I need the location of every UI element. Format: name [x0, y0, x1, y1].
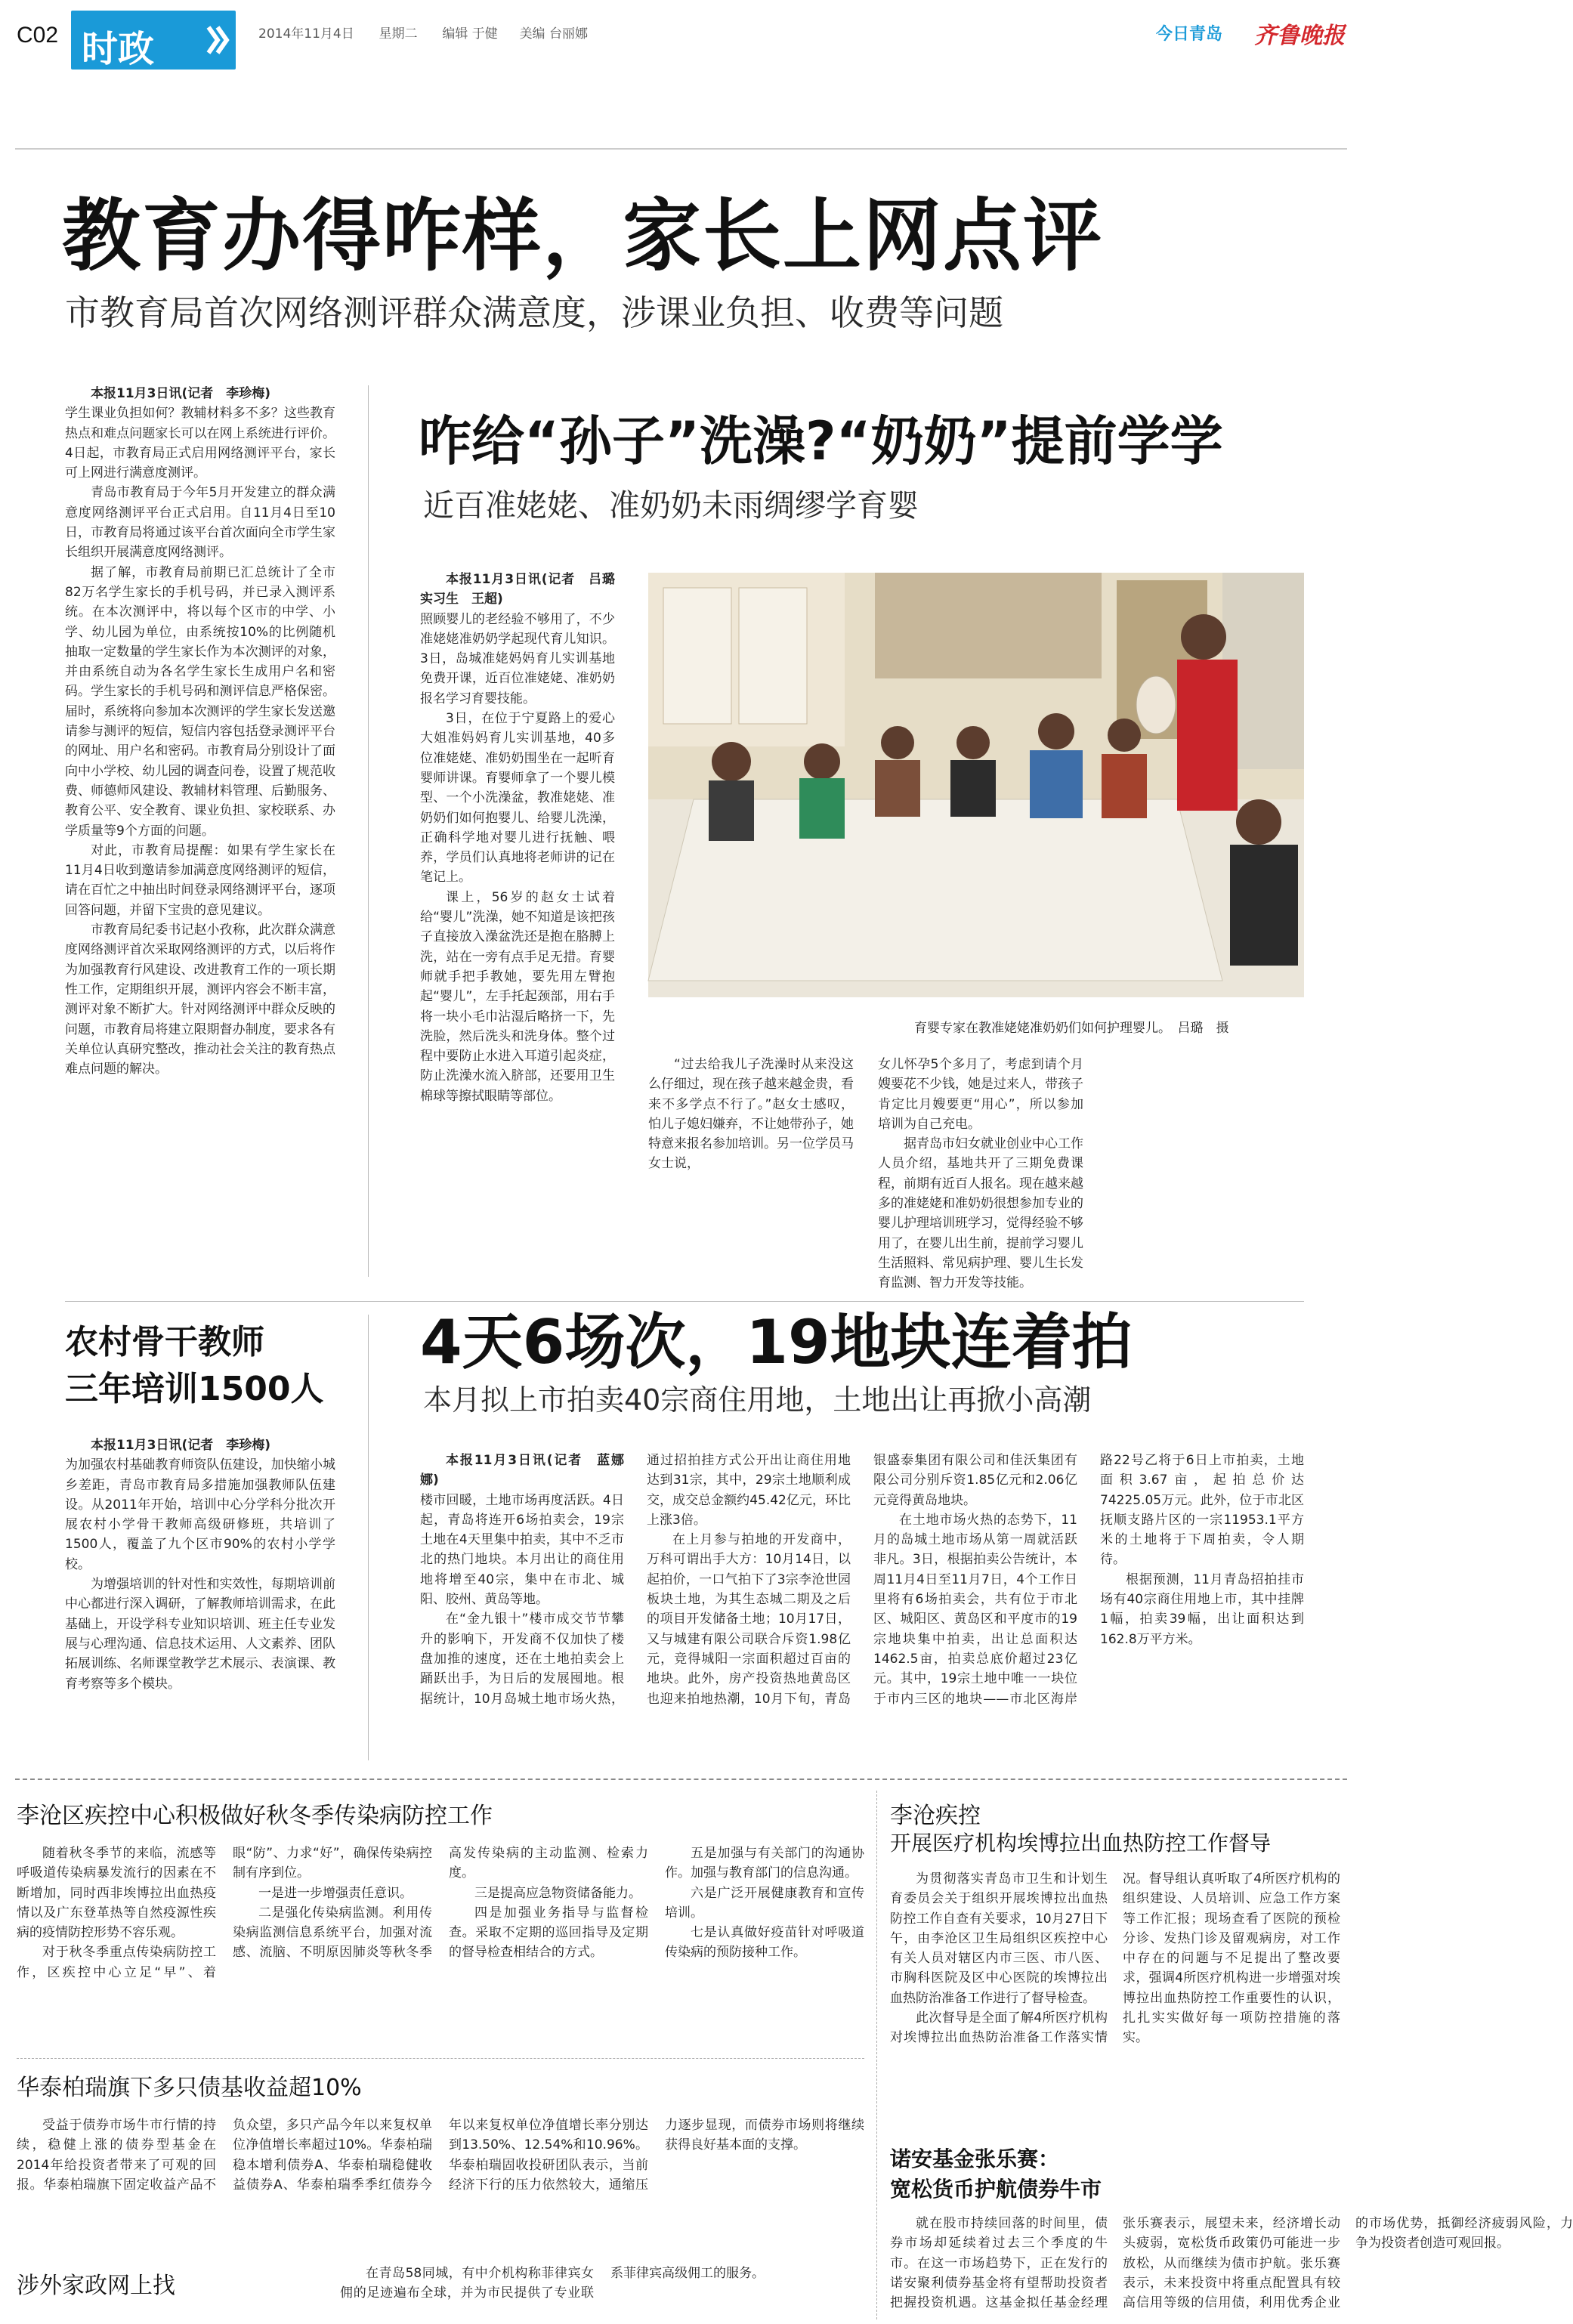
paragraph: 此次督导是全面了解4所医疗机构对埃博拉出血热防治准备工作落实情况。督导组认真听取了4所医疗机构的组织建设、人员培训、应急工作方案等工作汇报；现场查看了医院的预检分诊、发热门诊及留观病房，对工作中存在的问题与不足提出了整改要求，强调4所医疗机构进一步增强对埃博拉出血热防控工作重要性的认识，扎扎实实做好每一项防控措施的落实。 — [890, 1871, 1340, 2046]
lead-body — [65, 384, 335, 1280]
ebola-body — [890, 1869, 1340, 2126]
paragraph: 七是认真做好疫苗针对呼吸道传染病的预防接种工作。 — [665, 1925, 864, 1961]
issue-date: 2014年11月4日 — [258, 26, 354, 42]
paragraph: 为贯彻落实青岛市卫生和计划生育委员会关于组织开展埃博拉出血热防控工作自查有关要求，10月27日下午，由李沧区卫生局组织区疾控中心有关人员对辖区内市三医、市八医、市胸科医院及区中心医院的埃博拉出血热防治准备工作进行了督导检查。 — [890, 1871, 1108, 2006]
grandma-subheadline: 近百准姥姥、准奶奶未雨绸缪学育婴 — [423, 487, 919, 524]
issue-weekday: 星期二 — [379, 26, 418, 42]
paragraph: 根据预测，11月青岛招拍挂市场有40宗商住用地上市，其中挂牌1幅，拍卖39幅，出让面积达到162.8万平方米。 — [1100, 1571, 1304, 1647]
paragraph: 为加强农村基础教育师资队伍建设，加快缩小城乡差距，青岛市教育局多措施加强教师队伍建设。从2011年开始，培训中心分学科分批次开展农村小学骨干教师高级研修班，共培训了1500人，覆盖了九个区市90%的农村小学学校。 — [65, 1457, 335, 1572]
fund-headline-1: 诺安基金张乐赛： — [890, 2146, 1060, 2171]
teachers-body — [65, 1436, 335, 1753]
paragraph: 五是加强与有关部门的沟通协作。加强与教育部门的信息沟通。 — [665, 1846, 864, 1881]
paragraph: 在土地市场火热的态势下，11月的岛城土地市场从第一周就活跃非凡。3日，根据拍卖公告统计，本周11月4日至11月7日，4个工作日里将有6场拍卖会，共有位于市北区、城阳区、黄岛区和平度市的19宗地块集中拍卖，出让总面积达1462.5亩，拍卖总底价超过23亿元。其中，19宗土地中唯一一块位于市内三区的地块——市北区海岸路22号乙将于6日上市拍卖，土地面积3.67亩，起拍总价达74225.05万元。此外，位于市北区抚顺支路片区的一宗11953.1平方米的土地将于下周拍卖，令人期待。 — [873, 1453, 1304, 1707]
designer-credit: 美编 台丽娜 — [519, 26, 588, 42]
column-divider — [368, 1315, 369, 1760]
paragraph: 女儿怀孕5个多月了，考虑到请个月嫂要花不少钱，她是过来人，带孩子肯定比月嫂要更“用心”，所以参加培训为自己充电。 — [878, 1057, 1083, 1132]
ebola-headline-1: 李沧疾控 — [890, 1803, 981, 1829]
land-subheadline: 本月拟上市拍卖40宗商住用地，土地出让再掀小高潮 — [423, 1383, 1092, 1417]
section-tab — [71, 11, 236, 70]
dashed-divider — [15, 1779, 1347, 1780]
column-divider — [876, 1791, 877, 2319]
paragraph: 对于秋冬季重点传染病防控工作，区疾控中心立足“早”、着眼“防”、力求“好”，确保传染病控制有序到位。 — [17, 1846, 432, 1980]
column-divider — [368, 385, 369, 1277]
page-number: C02 — [17, 23, 59, 48]
paragraph: 一是进一步增强责任意识。 — [258, 1885, 413, 1901]
teachers-headline-2: 三年培训1500人 — [65, 1370, 324, 1408]
paragraph: 三是提高应急物资储备能力。 — [474, 1885, 641, 1901]
masthead-logo: 齐鲁晚报 — [1254, 23, 1345, 49]
paragraph: 在“金九银十”楼市成交节节攀升的影响下，开发商不仅加快了楼盘加推的速度，还在土地拍卖会上踊跃出手，为日后的发展囤地。根据统计，10月岛城土地市场火热，通过招拍挂方式公开出让商住用地达到31宗，其中，29宗土地顺利成交，成交总金额约45.42亿元，环比上涨3倍。 — [420, 1453, 851, 1707]
paragraph: 就在股市持续回落的时间里，债券市场却延续着过去三个季度的牛市。在这一市场趋势下，正在发行的诺安聚利债券基金将有望帮助投资者把握投资机遇。这基金拟任基金经理张乐赛表示，展望未来，经济增长动头疲弱，宽松货币政策仍可能进一步放松，从而继续为债市护航。张乐赛表示，未来投资中将重点配置具有较高信用等级的信用债，利用优秀企业的市场优势，抵御经济疲弱风险，力争为投资者创造可观回报。 — [890, 2216, 1573, 2311]
grandma-body-col3 — [878, 1055, 1083, 1295]
paragraph: 在上月参与拍地的开发商中，万科可谓出手大方：10月14日，以起拍价，一口气拍下了3宗李沧世园板块土地，为其生态城二期及之后的项目开发储备土地；10月17日，又与城建有限公司联合斥资1.98亿元，竞得城阳一宗面积超过百亩的地块。此外，房产投资热地黄岛区也迎来拍地热潮，10月下旬，青岛银盛泰集团有限公司和佳沃集团有限公司分别斥资1.85亿元和2.06亿元竞得黄岛地块。 — [647, 1453, 1077, 1707]
licang-headline: 李沧区疾控中心积极做好秋冬季传染病防控工作 — [17, 1803, 493, 1829]
training-photo — [648, 573, 1304, 997]
licang-body — [17, 1843, 864, 2052]
grandma-body-col2 — [648, 1055, 854, 1295]
paragraph: 为增强培训的针对性和实效性，每期培训前中心都进行深入调研，了解教师培训需求，在此基础上，开设学科专业知识培训、班主任专业发展与心理沟通、信息技术运用、人文素养、团队拓展训练、名师课堂教学艺术展示、表演课、教育考察等多个模块。 — [65, 1577, 335, 1692]
paragraph: 二是强化传染病监测。利用传染病监测信息系统平台，加强对流感、流脑、不明原因肺炎等秋冬季高发传染病的主动监测、检索力度。 — [233, 1846, 648, 1961]
land-body — [420, 1451, 1304, 1760]
paragraph: 青岛市教育局于今年5月开发建立的群众满意度网络测评平台正式启用。自11月4日至10日，市教育局将通过该平台首次面向全市学生家长组织开展满意度网络测评。 — [65, 485, 335, 561]
paragraph: 据了解，市教育局前期已汇总统计了全市82万名学生家长的手机号码，并已录入测评系统。在本次测评中，将以每个区市的中学、小学、幼儿园为单位，由系统按10%的比例随机抽取一定数量的学生家长作为本次测评的对象，并由系统自动为各名学生家长生成用户名和密码。学生家长的手机号码和测评信息严格保密。届时，系统将向参加本次测评的学生家长发送邀请参与测评的短信，短信内容包括登录测评平台的网址、用户名和密码。市教育局分别设计了面向中小学校、幼儿园的调查问卷，设置了规范收费、师德师风建设、教辅材料管理、后勤服务、教育公平、安全教育、课业负担、家校联系、办学质量等9个方面的问题。 — [65, 564, 335, 839]
paragraph: “过去给我儿子洗澡时从来没这么仔细过，现在孩子越来越金贵，看来不多学点不行了。”赵女士感叹，怕儿子媳妇嫌弃，不让她带孙子，她特意来报名参加培训。另一位学员马女士说， — [648, 1057, 854, 1172]
lead-headline: 教育办得咋样，家长上网点评 — [62, 190, 1104, 282]
fund-body — [890, 2214, 1573, 2319]
training-photo-illustration — [648, 573, 1304, 997]
bond-body — [17, 2115, 864, 2238]
double-chevron-icon — [204, 20, 230, 60]
ebola-headline-2: 开展医疗机构埃博拉出血热防控工作督导 — [890, 1831, 1272, 1856]
bond-headline: 华泰柏瑞旗下多只债基收益超10% — [17, 2075, 362, 2101]
grandma-headline: 咋给“孙子”洗澡?“奶奶”提前学学 — [419, 410, 1223, 472]
paragraph: 随着秋冬季节的来临，流感等呼吸道传染病暴发流行的因素在不断增加，同时西非埃博拉出血热疫情以及广东登革热等自然疫源性疾病的疫情防控形势不容乐观。 — [17, 1846, 216, 1941]
paragraph: 据青岛市妇女就业创业中心工作人员介绍，基地共开了三期免费课程，前期有近百人报名。现在越来越多的准姥姥和准奶奶很想参加专业的婴儿护理培训班学习，觉得经验不够用了，在婴儿出生前，提前学习婴儿生活照料、常见病护理、婴儿生长发育监测、智力开发等技能。 — [878, 1136, 1083, 1291]
header-rule — [15, 148, 1347, 150]
grandma-body-col1 — [420, 570, 628, 1238]
paragraph: 3日，在位于宁夏路上的爱心大姐准妈妈育儿实训基地，40多位准姥姥、准奶奶围坐在一起听育婴师讲课。育婴师拿了一个婴儿模型、一个小洗澡盆，教准姥姥、准奶奶们如何抱婴儿、给婴儿洗澡，正确科学地对婴儿进行抚触、喂养，学员们认真地将老师讲的记在笔记上。 — [420, 711, 615, 885]
paragraph: 六是广泛开展健康教育和宣传培训。 — [665, 1885, 864, 1921]
paragraph: 市教育局纪委书记赵小孜称，此次群众满意度网络测评首次采取网络测评的方式，以后将作为加强教育行风建设、改进教育工作的一项长期性工作，定期组织开展，测评内容会不断丰富，测评对象不断扩大。针对网络测评中群众反映的问题，市教育局将建立限期督办制度，要求各有关单位认真研究整改，推动社会关注的教育热点难点问题的解决。 — [65, 922, 335, 1077]
paragraph: 受益于债券市场牛市行情的持续，稳健上涨的债券型基金在2014年给投资者带来了可观的回报。华泰柏瑞旗下固定收益产品不负众望，多只产品今年以来复权单位净值增长率超过10%。华泰柏瑞稳本增利债券A、华泰柏瑞稳健收益债券A、华泰柏瑞季季红债券今年以来复权单位净值增长率分别达到13.50%、12.54%和10.96%。华泰柏瑞固收投研团队表示，当前经济下行的压力依然较大，通缩压力逐步显现，而债券市场则将继续获得良好基本面的支撑。 — [17, 2118, 864, 2193]
header-right-label: 今日青岛 — [1156, 25, 1223, 44]
paragraph: 在青岛58同城，有中介机构称菲律宾女佣的足迹遍布全球，并为市民提供了专业联系菲律宾高级佣工的服务。 — [340, 2266, 765, 2301]
photo-caption: 育婴专家在教准姥姥准奶奶们如何护理婴儿。 吕璐 摄 — [914, 1021, 1229, 1036]
paragraph: 楼市回暖，土地市场再度活跃。4日起，青岛将连开6场拍卖会，19宗土地在4天里集中拍卖，其中不乏市北的热门地块。本月出让的商住用地将增至40宗，集中在市北、城阳、胶州、黄岛等地。 — [420, 1492, 624, 1608]
editor-credit: 编辑 于健 — [442, 26, 498, 42]
section-rule — [17, 2058, 864, 2059]
paragraph: 对此，市教育局提醒：如果有学生家长在11月4日收到邀请参加满意度网络测评的短信，请在百忙之中抽出时间登录网络测评平台，逐项回答问题，并留下宝贵的意见建议。 — [65, 842, 335, 918]
teachers-headline-1: 农村骨干教师 — [65, 1323, 264, 1361]
grandma-body-col4 — [1106, 1055, 1304, 1295]
lead-subheadline: 市教育局首次网络测评群众满意度，涉课业负担、收费等问题 — [65, 292, 1003, 333]
lead-byline: 本报11月3日讯(记者 李珍梅) — [91, 386, 271, 401]
paragraph: 四是加强业务指导与监督检查。采取不定期的巡回指导及定期的督导检查相结合的方式。 — [449, 1905, 648, 1961]
paragraph: 学生课业负担如何？教辅材料多不多？这些教育热点和难点问题家长可以在网上系统进行评价。4日起，市教育局正式启用网络测评平台，家长可上网进行满意度测评。 — [65, 406, 335, 481]
paragraph: 课上，56岁的赵女士试着给“婴儿”洗澡，她不知道是该把孩子直接放入澡盆洗还是抱在胳膊上洗，站在一旁有点手足无措。育婴师就手把手教她，要先用左臂抱起“婴儿”，左手托起颈部，用右手将一块小毛巾沾湿后略挤一下，先洗脸，然后洗头和洗身体。整个过程中要防止水进入耳道引起炎症，防止洗澡水流入脐部，还要用卫生棉球等擦拭眼睛等部位。 — [420, 889, 615, 1104]
section-label: 时政 — [82, 28, 155, 70]
fund-headline-2: 宽松货币护航债券牛市 — [890, 2177, 1102, 2202]
header-meta — [258, 23, 588, 42]
teachers-byline: 本报11月3日讯(记者 李珍梅) — [91, 1438, 271, 1453]
domestic-body — [340, 2264, 864, 2309]
grandma-byline: 本报11月3日讯(记者 吕璐 实习生 王超) — [420, 572, 628, 607]
page-header — [0, 0, 1362, 83]
domestic-headline: 涉外家政网上找 — [17, 2273, 175, 2299]
paragraph: 照顾婴儿的老经验不够用了，不少准姥姥准奶奶学起现代育儿知识。3日，岛城准姥妈妈育儿实训基地免费开课，近百位准姥姥、准奶奶报名学习育婴技能。 — [420, 611, 615, 706]
land-byline: 本报11月3日讯(记者 蓝娜娜) — [420, 1453, 624, 1488]
land-headline: 4天6场次，19地块连着拍 — [420, 1307, 1133, 1377]
